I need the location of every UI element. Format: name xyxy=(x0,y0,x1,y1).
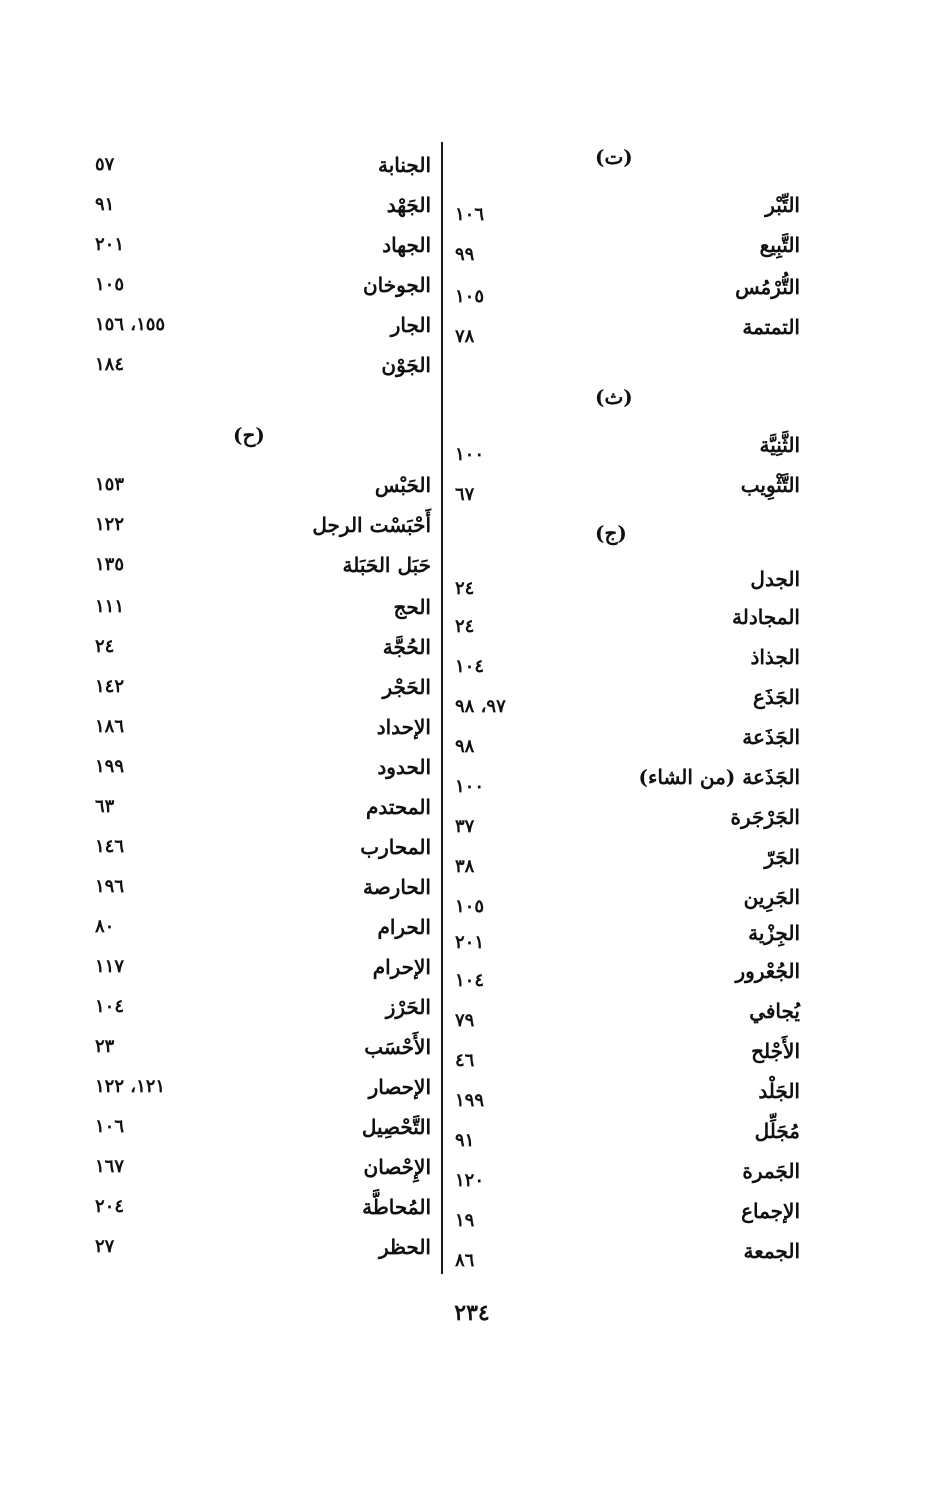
entry-term: الحَرْز xyxy=(385,995,431,1019)
entry-pages: ١٠٦ xyxy=(95,1116,125,1137)
index-entry xyxy=(95,1030,431,1064)
entry-pages: ١٠٠ xyxy=(455,444,485,465)
entry-term: الإِحْصان xyxy=(363,1155,431,1179)
entry-pages: ٦٣ xyxy=(95,796,115,817)
index-entry xyxy=(95,548,431,582)
section-heading-ta: (ت) xyxy=(595,145,633,169)
index-entry xyxy=(95,870,431,904)
entry-pages: ١٠٤ xyxy=(455,970,485,991)
index-entry xyxy=(95,630,431,664)
entry-pages: ٢٠٤ xyxy=(95,1196,125,1217)
index-entry xyxy=(95,468,431,502)
entry-pages: ٣٧ xyxy=(455,816,475,837)
entry-pages: ٩١ xyxy=(455,1130,475,1151)
entry-pages: ١٩٦ xyxy=(95,876,125,897)
entry-term: التَّحْصِيل xyxy=(361,1115,431,1139)
entry-term: الحَجْر xyxy=(382,675,431,699)
entry-term: الجِزْية xyxy=(748,921,800,945)
index-entry xyxy=(455,188,800,225)
index-entry xyxy=(95,750,431,784)
index-entry xyxy=(95,268,431,302)
entry-pages: ٢٧ xyxy=(95,1236,115,1257)
entry-pages: ١٢١، ١٢٢ xyxy=(95,1076,166,1097)
index-entry xyxy=(455,916,800,953)
entry-pages: ١٣٥ xyxy=(95,554,125,575)
entry-term: الأَحْسَب xyxy=(364,1035,431,1059)
index-entry xyxy=(95,1230,431,1264)
entry-term: الجذاذ xyxy=(750,645,800,669)
index-entry xyxy=(455,1234,800,1271)
entry-pages: ٢٤ xyxy=(455,578,475,599)
index-entry xyxy=(95,348,431,382)
entry-pages: ١٩٩ xyxy=(95,756,125,777)
index-entry xyxy=(455,562,800,599)
entry-term: الجهاد xyxy=(382,233,431,257)
entry-pages: ١٨٤ xyxy=(95,354,125,375)
index-entry xyxy=(95,148,431,182)
index-entry xyxy=(455,600,800,637)
entry-pages: ٢٠١ xyxy=(455,932,485,953)
entry-term: الإحرام xyxy=(372,955,431,979)
entry-pages: ٧٩ xyxy=(455,1010,475,1031)
entry-term: الحَبْس xyxy=(374,473,431,497)
entry-pages: ٨٦ xyxy=(455,1250,475,1271)
entry-term: الحدود xyxy=(377,755,431,779)
entry-term: المحارب xyxy=(360,835,431,859)
index-entry xyxy=(95,188,431,222)
section-heading-ha: (ح) xyxy=(233,423,265,447)
section-heading-jim: (ج) xyxy=(595,521,627,545)
entry-pages: ٩٨ xyxy=(455,736,475,757)
entry-pages: ٢٠١ xyxy=(95,234,125,255)
index-entry xyxy=(95,1110,431,1144)
entry-term: الجَلْد xyxy=(758,1079,800,1103)
entry-pages: ٧٨ xyxy=(455,326,475,347)
entry-term: الحظر xyxy=(378,1235,431,1259)
index-entry xyxy=(455,1154,800,1191)
entry-term: الجوخان xyxy=(362,273,431,297)
index-entry xyxy=(455,954,800,991)
index-entry xyxy=(455,880,800,917)
index-entry xyxy=(455,640,800,677)
index-entry xyxy=(95,590,431,624)
index-entry xyxy=(455,270,800,307)
entry-pages: ٥٧ xyxy=(95,154,115,175)
entry-term: المُحاطَّة xyxy=(362,1195,431,1219)
entry-pages: ٦٧ xyxy=(455,484,475,505)
entry-pages: ١٠٦ xyxy=(455,204,485,225)
section-heading-tha: (ث) xyxy=(595,385,633,409)
index-entry xyxy=(95,1190,431,1224)
entry-term: الجَذَعة (من الشاء) xyxy=(638,765,800,789)
entry-term: الجدل xyxy=(750,567,800,591)
entry-term: التَّثْوِيب xyxy=(740,473,800,497)
entry-term: مُجَلِّل xyxy=(754,1119,800,1143)
index-entry xyxy=(95,790,431,824)
entry-pages: ١٥٥، ١٥٦ xyxy=(95,314,166,335)
page-number: ٢٣٤ xyxy=(454,1300,490,1326)
entry-pages: ٩١ xyxy=(95,194,115,215)
entry-term: المجادلة xyxy=(732,605,800,629)
entry-pages: ٢٤ xyxy=(95,636,115,657)
entry-term: التِّبْر xyxy=(765,193,800,217)
index-entry xyxy=(95,830,431,864)
index-entry xyxy=(95,950,431,984)
index-entry xyxy=(455,760,800,797)
entry-pages: ١٠٥ xyxy=(455,286,485,307)
entry-term: الإحداد xyxy=(376,715,431,739)
entry-pages: ١٠٥ xyxy=(455,896,485,917)
entry-term: الجنابة xyxy=(378,153,431,177)
entry-pages: ١٩٩ xyxy=(455,1090,485,1111)
entry-pages: ٢٣ xyxy=(95,1036,115,1057)
entry-pages: ١٩ xyxy=(455,1210,475,1231)
entry-pages: ١٤٦ xyxy=(95,836,125,857)
entry-pages: ١٠٠ xyxy=(455,776,485,797)
index-entry xyxy=(455,1034,800,1071)
entry-pages: ١٤٢ xyxy=(95,676,125,697)
entry-pages: ١٠٥ xyxy=(95,274,125,295)
entry-pages: ١١١ xyxy=(95,596,125,617)
index-entry xyxy=(95,910,431,944)
index-entry xyxy=(455,428,800,465)
index-entry xyxy=(95,1150,431,1184)
entry-term: حَبَل الحَبَلة xyxy=(342,553,431,577)
entry-term: الجَذَعة xyxy=(742,725,800,749)
index-entry xyxy=(455,994,800,1031)
entry-term: الجَرِين xyxy=(743,885,800,909)
index-entry xyxy=(95,670,431,704)
index-entry xyxy=(95,710,431,744)
entry-term: التمتمة xyxy=(742,315,800,339)
entry-term: الحرام xyxy=(377,915,431,939)
entry-pages: ١٢٠ xyxy=(455,1170,485,1191)
entry-term: الجَمرة xyxy=(742,1159,800,1183)
entry-term: الجُعْرور xyxy=(735,959,800,983)
entry-term: يُجافي xyxy=(749,999,800,1023)
column-divider xyxy=(441,142,443,1274)
entry-term: التُّرْمُس xyxy=(735,275,800,299)
entry-term: الجَذَع xyxy=(753,685,800,709)
entry-term: الثَّنِيَّة xyxy=(759,433,800,457)
entry-term: الحارصة xyxy=(362,875,431,899)
entry-pages: ١٢٢ xyxy=(95,514,125,535)
entry-pages: ٤٦ xyxy=(455,1050,475,1071)
entry-term: الجَوْن xyxy=(381,353,431,377)
entry-term: الجَرْجَرة xyxy=(730,805,800,829)
entry-term: الجمعة xyxy=(743,1239,800,1263)
entry-pages: ١٨٦ xyxy=(95,716,125,737)
entry-term: أَحْبَسْت الرجل xyxy=(312,513,431,537)
index-entry xyxy=(455,800,800,837)
entry-pages: ٨٠ xyxy=(95,916,115,937)
index-entry xyxy=(95,990,431,1024)
entry-term: الجَهْد xyxy=(386,193,431,217)
entry-pages: ١٠٤ xyxy=(455,656,485,677)
entry-term: الإحصار xyxy=(368,1075,431,1099)
index-entry xyxy=(95,228,431,262)
entry-pages: ٩٩ xyxy=(455,244,475,265)
entry-pages: ١٦٧ xyxy=(95,1156,125,1177)
entry-pages: ١٥٣ xyxy=(95,474,125,495)
entry-term: الجار xyxy=(390,313,431,337)
entry-term: التَّبِيع xyxy=(759,233,800,257)
index-entry xyxy=(455,680,800,717)
entry-term: الجَرّ xyxy=(764,845,800,869)
index-entry xyxy=(455,1114,800,1151)
index-entry xyxy=(95,1070,431,1104)
entry-term: الأَجْلح xyxy=(751,1039,800,1063)
index-entry xyxy=(455,310,800,347)
index-entry xyxy=(95,508,431,542)
index-entry xyxy=(455,1194,800,1231)
index-entry xyxy=(455,468,800,505)
index-entry xyxy=(455,1074,800,1111)
entry-term: المحتدم xyxy=(365,795,431,819)
entry-pages: ٢٤ xyxy=(455,616,475,637)
index-entry xyxy=(455,720,800,757)
entry-pages: ١٠٤ xyxy=(95,996,125,1017)
entry-pages: ٣٨ xyxy=(455,856,475,877)
entry-term: الإجماع xyxy=(741,1199,800,1223)
entry-term: الحُجَّة xyxy=(382,635,431,659)
entry-term: الحج xyxy=(393,595,431,619)
index-entry xyxy=(95,308,431,342)
index-entry xyxy=(455,840,800,877)
entry-pages: ٩٧، ٩٨ xyxy=(455,696,506,717)
index-entry xyxy=(455,228,800,265)
entry-pages: ١١٧ xyxy=(95,956,125,977)
